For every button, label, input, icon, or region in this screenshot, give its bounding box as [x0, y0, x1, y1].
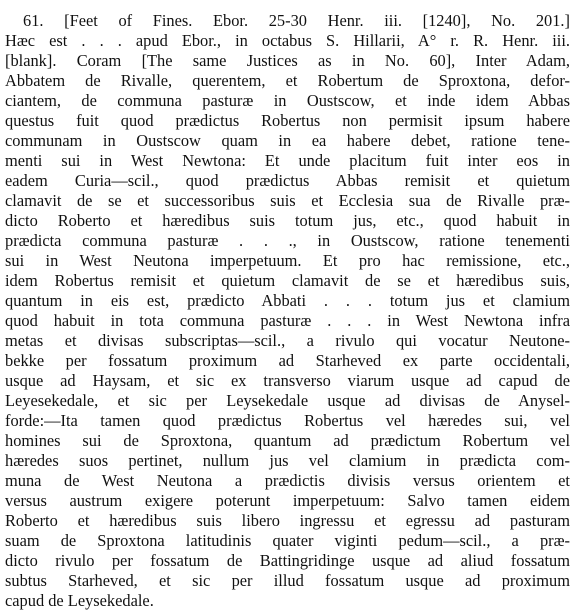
- text-line: sui in West Neutona imperpetuum. Et pro hac remissione, etc.,: [5, 251, 570, 270]
- text-line: capud de Leysekedale.: [5, 591, 154, 610]
- text-line: dicto rivulo per fossatum de Battingridinge usque ad aliud fossatum: [5, 551, 570, 570]
- text-line: eadem Curia—scil., quod prædictus Abbas remisit et quietum: [5, 171, 570, 190]
- text-line: 61. [Feet of Fines. Ebor. 25-30 Henr. iii. [1240], No. 201.]: [23, 11, 570, 30]
- text-line: muna de West Neutona a prædictis divisis versus orientem et: [5, 471, 570, 490]
- text-line: metas et divisas subscriptas—scil., a rivulo qui vocatur Neutone-: [5, 331, 570, 350]
- text-line: quod habuit in tota communa pasturæ . . . in West Newtona infra: [5, 311, 570, 330]
- text-line: questus fuit quod prædictus Robertus non permisit ipsum habere: [5, 111, 570, 130]
- text-line: menti sui in West Newtona: Et unde placitum fuit inter eos in: [5, 151, 570, 170]
- text-line: hæredes suos pertinet, nullum jus vel clamium in prædicta com-: [5, 451, 570, 470]
- text-line: ciantem, de communa pasturæ in Oustscow, et inde idem Abbas: [5, 91, 570, 110]
- text-line: Hæc est . . . apud Ebor., in octabus S. Hillarii, A° r. R. Henr. iii.: [5, 31, 570, 50]
- text-line: usque ad Haysam, et sic ex transverso viarum usque ad capud de: [5, 371, 570, 390]
- text-line: bekke per fossatum proximum ad Starheved ex parte occidentali,: [5, 351, 570, 370]
- text-line: Roberto et hæredibus suis libero ingressu et egressu ad pasturam: [5, 511, 570, 530]
- text-line: forde:—Ita tamen quod prædictus Robertus vel hæredes sui, vel: [5, 411, 570, 430]
- text-line: quantum in eis est, prædicto Abbati . . . totum jus et clamium: [5, 291, 570, 310]
- text-line: suam de Sproxtona latitudinis quater viginti pedum—scil., a præ-: [5, 531, 570, 550]
- document-page: [5, 11, 570, 611]
- text-line: Leyesekedale, et sic per Leysekedale usque ad divisas de Anysel-: [5, 391, 570, 410]
- text-line: dicto Roberto et hæredibus suis totum jus, etc., quod habuit in: [5, 211, 570, 230]
- text-line: clamavit de se et successoribus suis et Ecclesia sua de Rivalle præ-: [5, 191, 570, 210]
- text-line: communam in Oustscow quam in ea habere debet, ratione tene-: [5, 131, 570, 150]
- text-line: versus austrum exigere poterunt imperpetuum: Salvo tamen eidem: [5, 491, 570, 510]
- text-line: [blank]. Coram [The same Justices as in No. 60], Inter Adam,: [5, 51, 570, 70]
- text-line: prædicta communa pasturæ . . ., in Oustscow, ratione tenementi: [5, 231, 570, 250]
- text-line: Abbatem de Rivalle, querentem, et Robertum de Sproxtona, defor-: [5, 71, 570, 90]
- text-line: subtus Starheved, et sic per illud fossatum usque ad proximum: [5, 571, 570, 590]
- text-line: homines sui de Sproxtona, quantum ad prædictum Robertum vel: [5, 431, 570, 450]
- text-line: idem Robertus remisit et quietum clamavit de se et hæredibus suis,: [5, 271, 570, 290]
